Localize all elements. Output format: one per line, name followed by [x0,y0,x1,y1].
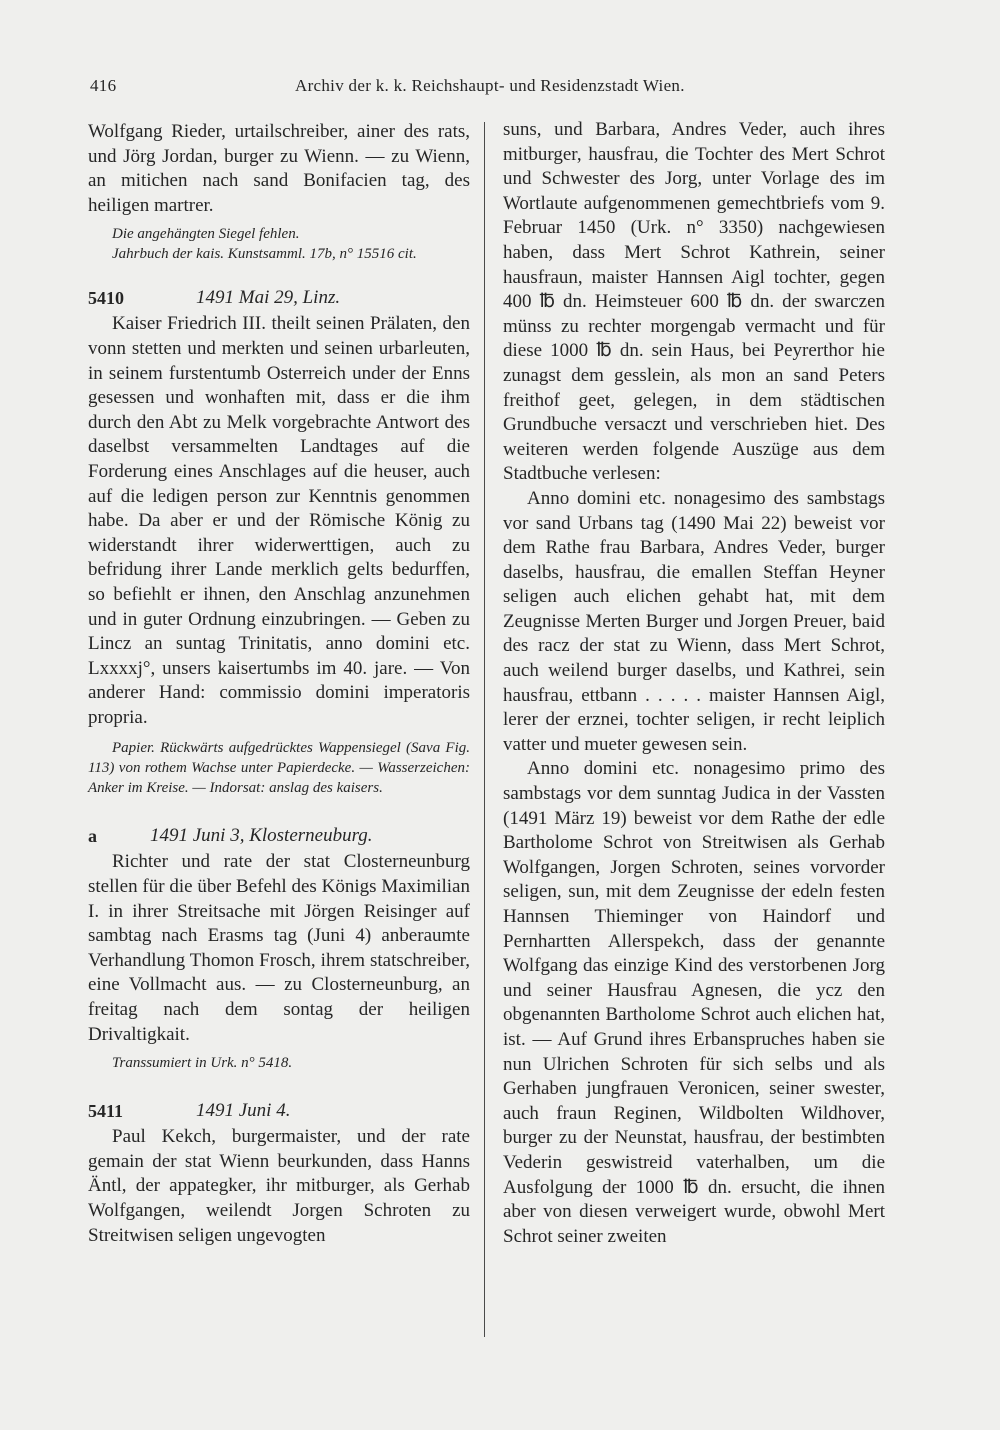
continued-paragraph: Wolfgang Rieder, urtailschreiber, ainer des rats, und Jörg Jordan, burger zu Wienn. — zu Wienn, an mitichen nach sand Bonifacien tag, des heiligen martrer. [88,121,470,216]
footnote-seals: Die angehängten Siegel fehlen. [112,226,300,243]
entry-number: 5411 [88,1101,124,1122]
right-paragraph-1: suns, und Barbara, Andres Veder, auch ihres mitburger, hausfrau, die Tochter des Mert Schrot und Schwester des Jorg, unter Vorlage des im Wortlaute aufgenommenen gemechtbriefs vom 9. Februar 1450 (Urk. n° 3350) nachgewiesen haben, dass Mert Schrot Kathrein, seiner hausfraun, maister Hannsen Aigl tochter, gegen 400 ℔ dn. Heimsteuer 600 ℔ dn. der swarczen münss zu rechter morgengab vermacht und für diese 1000 ℔ dn. sein Haus, bei Peyrerthor hie zunagst dem gesslein, als mon an sand Peters freithof geet, gelegen, in dem städtischen Grundbuche versaczt und verschrieben hiet. Des weiteren werden folgende Auszüge aus dem Stadtbuche verlesen: [503,119,885,485]
right-column [503,118,885,1249]
entry-heading-5410 [88,286,470,312]
left-column [88,120,470,1248]
running-title: Archiv der k. k. Reichshaupt- und Residenzstadt Wien. [295,76,685,95]
entry-number: a [88,826,97,847]
column-divider [484,122,485,1337]
right-paragraph-3: Anno domini etc. nonagesimo primo des sambstags vor dem sunntag Judica in der Vassten (1491 März 19) beweist vor dem Rathe der edle Bartholome Schrot von Streitwisen als Gerhab Wolfgangen, Jorgen Schroten, seines vorvorder seligen, sun, mit dem Zeugnisse der edeln festen Hannsen Thieminger von Haindorf und Pernhartten Allerspekch, dass der genannte Wolfgang das einzige Kind des verstorbenen Jorg und seiner Hausfrau Agnesen, die ycz den obgenannten Bartholome Schrot auch elichen hat, ist. — Auf Grund ihres Erbanspruches haben sie nun Ulrichen Schroten für sich selbs und als Gerhaben jungfrauen Veronicen, seiner swester, auch fraun Reginen, Wildbolten Wildhover, burger zu der Neunstat, hausfrau, der bestimbten Vederin geswistreid vaterhalben, um die Ausfolgung der 1000 ℔ dn. ersucht, die ihnen aber von diesen verweigert wurde, obwohl Mert Schrot seiner zweiten [503,758,885,1247]
entry-note-a: Transsumiert in Urk. n° 5418. [112,1055,293,1072]
entry-date: 1491 Juni 4. [196,1100,291,1122]
page-number: 416 [90,76,117,95]
entry-note-5410: Papier. Rückwärts aufgedrücktes Wappensiegel (Sava Fig. 113) von rothem Wachse unter Papierdecke. — Wasserzeichen: Anker im Kreise. — Indorsat: anslag des kaisers. [88,740,470,797]
right-paragraph-2: Anno domini etc. nonagesimo des sambstags vor sand Urbans tag (1490 Mai 22) beweist vor dem Rathe frau Barbara, Andres Veder, burger daselbs, hausfrau, die emallen Steffan Heyner seligen auch elichen gehabt hat, mit dem Zeugnisse Merten Burger und Jorgen Preuer, baid des racz der stat zu Wienn, dass Mert Schrot, auch weilend burger daselbs, und Kathrei, sein hausfrau, ettbann . . . . . maister Hannsen Aigl, lerer der erznei, tochter seligen, ir recht leiplich vatter und mueter gewesen sein. [503,487,885,755]
entry-date: 1491 Mai 29, Linz. [196,287,341,309]
entry-text-5411: Paul Kekch, burgermaister, und der rate gemain der stat Wienn beurkunden, dass Hanns Äntl, der appategker, ihr mitburger, als Gerhab Wolfgangen, weilendt Jorgen Schroten zu Streitwisen seligen ungevogten [88,1126,470,1246]
entry-heading-5411 [88,1099,470,1125]
entry-text-a: Richter und rate der stat Closterneunburg stellen für die über Befehl des Königs Maximilian I. in ihrer Streitsache mit Jörgen Reisinger auf sambtag nach Erasms tag (Juni 4) anberaumte Verhandlung Thomon Frosch, ihrem statschreiber, eine Vollmacht aus. — zu Closterneunburg, an freitag nach dem sontag der heiligen Drivaltigkait. [88,851,470,1045]
entry-text-5410: Kaiser Friedrich III. theilt seinen Prälaten, den vonn stetten und merkten und seinen urbarleuten, in seinem furstentumb Osterreich under der Enns gesessen und wonhaften mit, dass er die ihm durch den Abt zu Melk vorgebrachte Antwort des daselbst versammelten Landtages auf die Forderung eines Anschlages auf die heuser, auch auf die ledigen person zur Kenntnis genommen habe. Da aber er und der Römische König zu widerstandt ihrer widerwerttigen, auch zu befridung ihrer Lande merklich gelts bedurffen, so befiehlt er ihnen, den Anschlag anzunehmen und in guter Ordnung einzubringen. — Geben zu Lincz an suntag Trinitatis, anno domini etc. Lxxxxj°, unsers kaisertumbs im 40. jare. — Von anderer Hand: commissio domini imperatoris propria. [88,313,470,728]
running-header [90,76,890,104]
entry-heading-a [88,824,470,850]
entry-number: 5410 [88,288,124,309]
entry-date: 1491 Juni 3, Klosterneuburg. [150,825,373,847]
footnote-reference: Jahrbuch der kais. Kunstsamml. 17b, n° 15516 cit. [112,246,417,263]
